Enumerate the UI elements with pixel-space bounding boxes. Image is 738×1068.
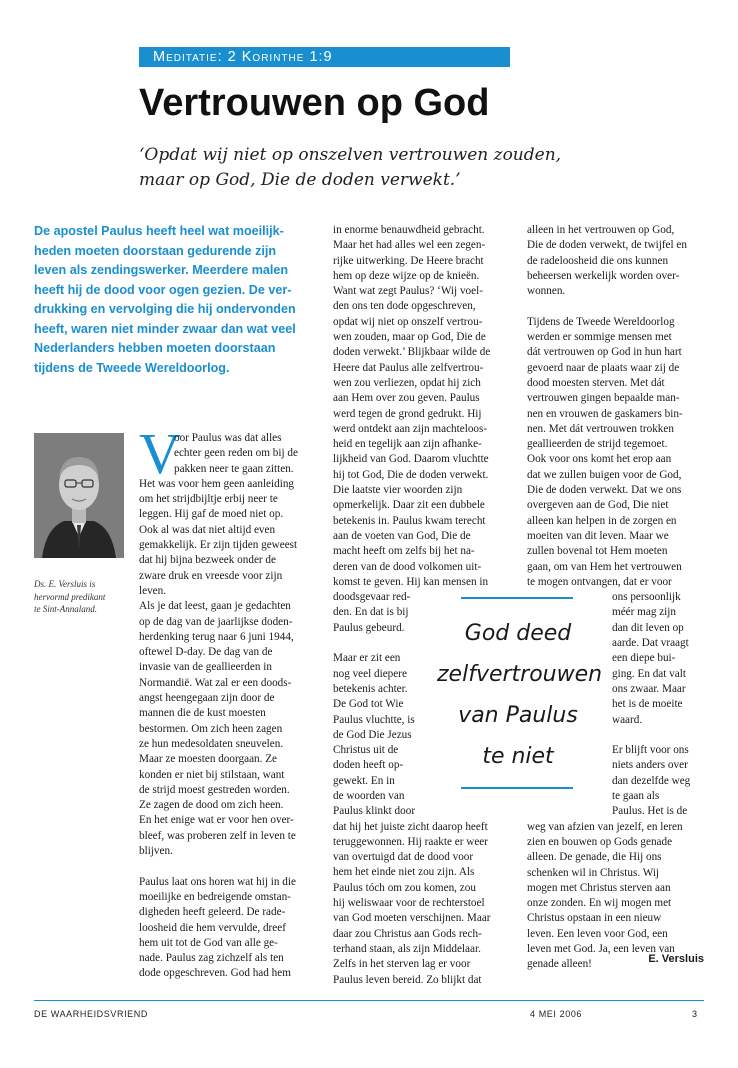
text-line: deren van de dood volkomen uit-	[333, 560, 482, 573]
text-line: Tijdens de Tweede Wereldoorlog	[527, 315, 675, 328]
text-line: leven.	[139, 584, 167, 597]
text-line: Ook voor ons komt het erop aan	[527, 453, 672, 466]
intro-line: Nederlanders hebben moeten doorstaan	[34, 341, 276, 355]
text-line: Maar ze moesten doorgaan. Ze	[139, 753, 278, 766]
caption-line: te Sint-Annaland.	[34, 604, 97, 614]
pull-quote-line: zelfvertrouwen	[437, 662, 603, 687]
footer-page-number: 3	[692, 1009, 698, 1019]
text-line: alleen in het vertrouwen op God,	[527, 224, 675, 236]
text-line: moeiten van dit leven. Maar we	[527, 529, 669, 542]
text-line: Paulus tóch om zou komen, zou	[333, 881, 476, 894]
text-line: angst heengegaan zijn door de	[139, 692, 275, 705]
text-line: werd tegen de grond gedrukt. Hij	[333, 407, 482, 420]
text-line: teruggewonnen. Hij raakte er weer	[333, 835, 488, 848]
text-line: dát vertrouwen op God in hun hart	[527, 346, 682, 359]
text-line: te mogen ontvangen, dat er voor	[527, 575, 672, 588]
text-line: mannen die de kust moesten	[139, 707, 266, 720]
text-line: genade alleen!	[527, 958, 592, 971]
text-line: aan de voeten van God, Die de	[333, 529, 471, 542]
text-line: leven. Een leven voor God, een	[527, 927, 668, 940]
text-line: ging. En dat valt	[612, 667, 686, 680]
text-line: Zelfs in het sterven lag er voor	[333, 958, 471, 971]
text-line: den. En dat is bij	[333, 606, 409, 619]
text-line: Normandië. Wat zal er een doods-	[139, 676, 292, 689]
text-line: ons persoonlijk	[612, 591, 681, 604]
pull-quote-line: te niet	[482, 744, 554, 769]
text-line: leven met God. Ja, een leven van	[527, 943, 675, 956]
text-line: nen en vrouwen de gaskamers bin-	[527, 407, 683, 420]
subtitle-line: ‘Opdat wij niet op onszelven vertrouwen zouden,	[139, 145, 562, 165]
text-line: hij tot God, Die de doden verwekt.	[333, 468, 489, 481]
text-line: oftewel D-day. De dag van de	[139, 646, 273, 659]
subtitle-line: maar op God, Die de doden verwekt.’	[139, 170, 461, 190]
text-line: ze hun medesoldaten sneuvelen.	[139, 737, 284, 750]
text-line: te gaan als	[612, 790, 660, 803]
text-line: terhand staan, als zijn Middelaar.	[333, 942, 481, 955]
text-line: wen zou verliezen, opdat hij zich	[333, 376, 481, 389]
text-line: betekenis achter.	[333, 682, 408, 695]
pull-quote-text	[437, 613, 603, 777]
text-line: gewekt. En in	[333, 774, 395, 787]
text-line: geallieerden de strijd tegemoet.	[527, 438, 668, 451]
text-line: dood moesten sterven. Met dát	[527, 376, 665, 389]
text-line: konden er niet bij stilstaan, want	[139, 768, 285, 781]
text-line: Want wat zegt Paulus? ‘Wij voel-	[333, 285, 483, 298]
pull-quote-line: God deed	[464, 621, 572, 646]
text-line: dode opgeschreven. God had hem	[139, 967, 291, 980]
text-line: vertrouwen gingen bepaalde man-	[527, 392, 680, 405]
photo-caption	[34, 578, 124, 616]
column-3-side	[612, 590, 712, 819]
text-line: hem uit tot de God van alle ge-	[139, 936, 278, 949]
text-line	[527, 299, 717, 314]
text-line: Paulus. Het is de	[612, 805, 688, 818]
text-line: leggen. Hij gaf de moed niet op.	[139, 508, 284, 521]
text-line: van God moeten verschijnen. Maar	[333, 912, 491, 925]
text-line: Ze zagen de dood om zich heen.	[139, 799, 284, 812]
intro-line: heden moeten doorstaan gedurende zijn	[34, 243, 277, 258]
text-line: Als je dat leest, gaan je gedachten	[139, 600, 291, 613]
text-line: aarde. Dat vraagt	[612, 637, 689, 650]
intro-paragraph	[34, 222, 324, 378]
text-line: En het enige wat er voor hen over-	[139, 814, 294, 827]
text-line: oor Paulus was dat alles	[174, 432, 282, 444]
text-line: een diepe bui-	[612, 652, 676, 665]
text-line: Paulus vluchtte, is	[333, 713, 415, 726]
text-line: alleen kan helpen in de zorgen en	[527, 514, 677, 527]
text-line: betekenis in. Paulus kwam terecht	[333, 514, 486, 527]
drop-cap: V	[139, 421, 181, 486]
text-line: in enorme benauwdheid gebracht.	[333, 224, 485, 236]
text-line: bestormen. Om zich heen zagen	[139, 722, 283, 735]
text-line: doden verwekt.’ Blijkbaar wilde de	[333, 346, 491, 359]
text-line: hem het einde niet zou zijn. Als	[333, 866, 475, 879]
text-line: loosheid die hem vervulde, dreef	[139, 921, 286, 934]
footer-publication: DE WAARHEIDSVRIEND	[34, 1009, 148, 1019]
footer-date: 4 MEI 2006	[530, 1009, 583, 1019]
text-line: pakken neer te gaan zitten.	[174, 462, 294, 475]
text-line: daar zou Christus aan Gods rech-	[333, 927, 482, 940]
intro-line: tijdens de Tweede Wereldoorlog.	[34, 360, 230, 375]
text-line: de woorden van	[333, 789, 405, 802]
article-title: Vertrouwen op God	[139, 82, 490, 124]
text-line: dat we zullen buigen voor de God,	[527, 468, 682, 481]
text-line: heid en tegelijk aan zijn afhanke-	[333, 438, 482, 451]
text-line: Ook al was dat niet altijd even	[139, 523, 276, 536]
text-line: zware druk en vreesde voor zijn	[139, 569, 283, 582]
text-line: méér mag zijn	[612, 606, 676, 619]
text-line: zullen bovenal tot Hem moeten	[527, 545, 668, 558]
text-line: invasie van de geallieerden in	[139, 661, 272, 674]
column-3-bottom	[527, 820, 717, 973]
text-line: Paulus gebeurd.	[333, 621, 405, 634]
text-line: Heere dat Paulus alle zelfvertrou-	[333, 361, 484, 374]
text-line: moeilijke en bedreigende omstan-	[139, 890, 291, 903]
text-line	[612, 728, 712, 743]
text-line: gaan, om van Hem het vertrouwen	[527, 560, 682, 573]
footer-rule	[34, 1000, 704, 1001]
text-line: niets anders over	[612, 759, 688, 772]
caption-line: Ds. E. Versluis is	[34, 579, 96, 589]
text-line: werd ontdekt aan zijn machteloos-	[333, 422, 488, 435]
text-line: Er blijft voor ons	[612, 744, 689, 757]
text-line: gemakkelijk. Er zijn tijden geweest	[139, 539, 298, 552]
text-line: lijkheid van God. Daarom vluchtte	[333, 453, 489, 466]
intro-line: drukking en vervolging die hij ondervonden	[34, 302, 296, 316]
text-line: Het was voor hem geen aanleiding	[139, 477, 295, 490]
text-line: beheersen werkelijk worden over-	[527, 269, 680, 282]
text-line: gevoerd naar de plaats waar zij de	[527, 361, 680, 374]
text-line: Paulus leven bereid. Zo blijkt dat	[333, 973, 482, 986]
text-line: De God tot Wie	[333, 698, 404, 711]
article-subtitle	[139, 143, 562, 193]
text-line: aan Hem over zou geven. Paulus	[333, 392, 480, 405]
text-line: nade. Paulus zag zichzelf als ten	[139, 952, 284, 965]
text-line: waard.	[612, 713, 643, 726]
intro-line: heeft hij de dood voor ogen gezien. De ver-	[34, 282, 292, 297]
text-line: het is de moeite	[612, 698, 683, 711]
text-line: Die de doden verwekt. Dat we ons	[527, 484, 682, 497]
text-line: werden er sommige mensen met	[527, 331, 672, 344]
pull-quote-top-rule	[461, 597, 573, 599]
column-3-top	[527, 223, 717, 590]
text-line: blijven.	[139, 845, 173, 858]
text-line: ons zwaar. Maar	[612, 682, 686, 695]
text-line: dat hij bijna bezweek onder de	[139, 554, 276, 567]
text-line: Maar het had alles wel een zegen-	[333, 239, 486, 252]
author-photo	[34, 433, 124, 558]
text-line: alleen. De genade, die Hij ons	[527, 851, 662, 864]
text-line: macht heeft om zelfs bij het na-	[333, 545, 475, 558]
text-line: schenken wil in Christus. Wij	[527, 866, 660, 879]
text-line: Maar er zit een	[333, 652, 401, 665]
text-line: dan dezelfde weg	[612, 774, 691, 787]
text-line: zien en bouwen op Gods genade	[527, 835, 673, 848]
text-line: hij weliswaar voor de rechterstoel	[333, 897, 485, 910]
intro-line: leven als zendingswerker. Meerdere malen	[34, 263, 289, 277]
text-line: echter geen reden om bij de	[174, 447, 298, 460]
text-line	[139, 859, 329, 874]
intro-line: heeft, waren niet minder zwaar dan wat veel	[34, 321, 296, 336]
text-line: doden heeft op-	[333, 759, 404, 772]
category-banner: Meditatie: 2 Korinthe 1:9	[139, 47, 510, 67]
column-1-body	[139, 477, 329, 982]
text-line: den ons ten dode opgeschreven,	[333, 300, 476, 313]
caption-line: hervormd predikant	[34, 591, 106, 602]
text-line: onze zonden. En wij mogen met	[527, 897, 672, 910]
text-line: herdenking terug naar 6 juni 1944,	[139, 630, 294, 643]
text-line: rijke uitwerking. De Heere bracht	[333, 254, 484, 267]
pull-quote	[437, 597, 603, 792]
pull-quote-bottom-rule	[461, 787, 573, 789]
column-1-lead	[174, 431, 324, 477]
text-line: Paulus klinkt door	[333, 805, 416, 818]
text-line: wonnen.	[527, 285, 566, 298]
text-line: doodsgevaar red-	[333, 591, 411, 604]
text-line: van overtuigd dat de dood voor	[333, 851, 474, 864]
text-line: op de dag van de jaarlijkse doden-	[139, 615, 293, 628]
text-line: opmerkelijk. Daar zit een dubbele	[333, 499, 485, 512]
text-line: nog veel diepere	[333, 667, 407, 680]
text-line: Christus opstaan in een nieuw	[527, 912, 662, 925]
text-line: mogen met Christus sterven aan	[527, 881, 671, 894]
text-line: de strijd moest gestreden worden.	[139, 783, 290, 796]
text-line: Paulus laat ons horen wat hij in die	[139, 875, 296, 888]
text-line: Christus uit de	[333, 744, 399, 757]
text-line: de God Die Jezus	[333, 728, 412, 741]
text-line: dat hij het juiste zicht daarop heeft	[333, 820, 488, 833]
pull-quote-line: van Paulus	[458, 703, 578, 728]
text-line: komst te geven. Hij kan mensen in	[333, 575, 489, 588]
text-line: Die laatste vier woorden zijn	[333, 484, 463, 497]
text-line: wen zouden, maar op God, Die de	[333, 331, 486, 344]
text-line: hem op deze wijze op de knieën.	[333, 269, 480, 282]
text-line: dan dit leven op	[612, 621, 684, 634]
text-line: overgeven aan de God, Die niet	[527, 499, 669, 512]
text-line: weg van afzien van jezelf, en leren	[527, 820, 683, 833]
text-line: digheden heeft geleerd. De rade-	[139, 906, 286, 919]
text-line: de radeloosheid die ons kunnen	[527, 254, 669, 267]
text-line: Die de doden verwekt, de twijfel en	[527, 239, 687, 252]
intro-line: De apostel Paulus heeft heel wat moeilijk-	[34, 224, 284, 238]
author-signature: E. Versluis	[648, 953, 704, 965]
text-line: opdat wij niet op onszelf vertrou-	[333, 315, 483, 328]
text-line: om het strijdbijltje erbij neer te	[139, 493, 278, 506]
text-line: bleef, was proberen zelf in leven te	[139, 829, 296, 842]
text-line: nen. Met dát vertrouwen trokken	[527, 422, 674, 435]
portrait-illustration	[34, 433, 124, 558]
